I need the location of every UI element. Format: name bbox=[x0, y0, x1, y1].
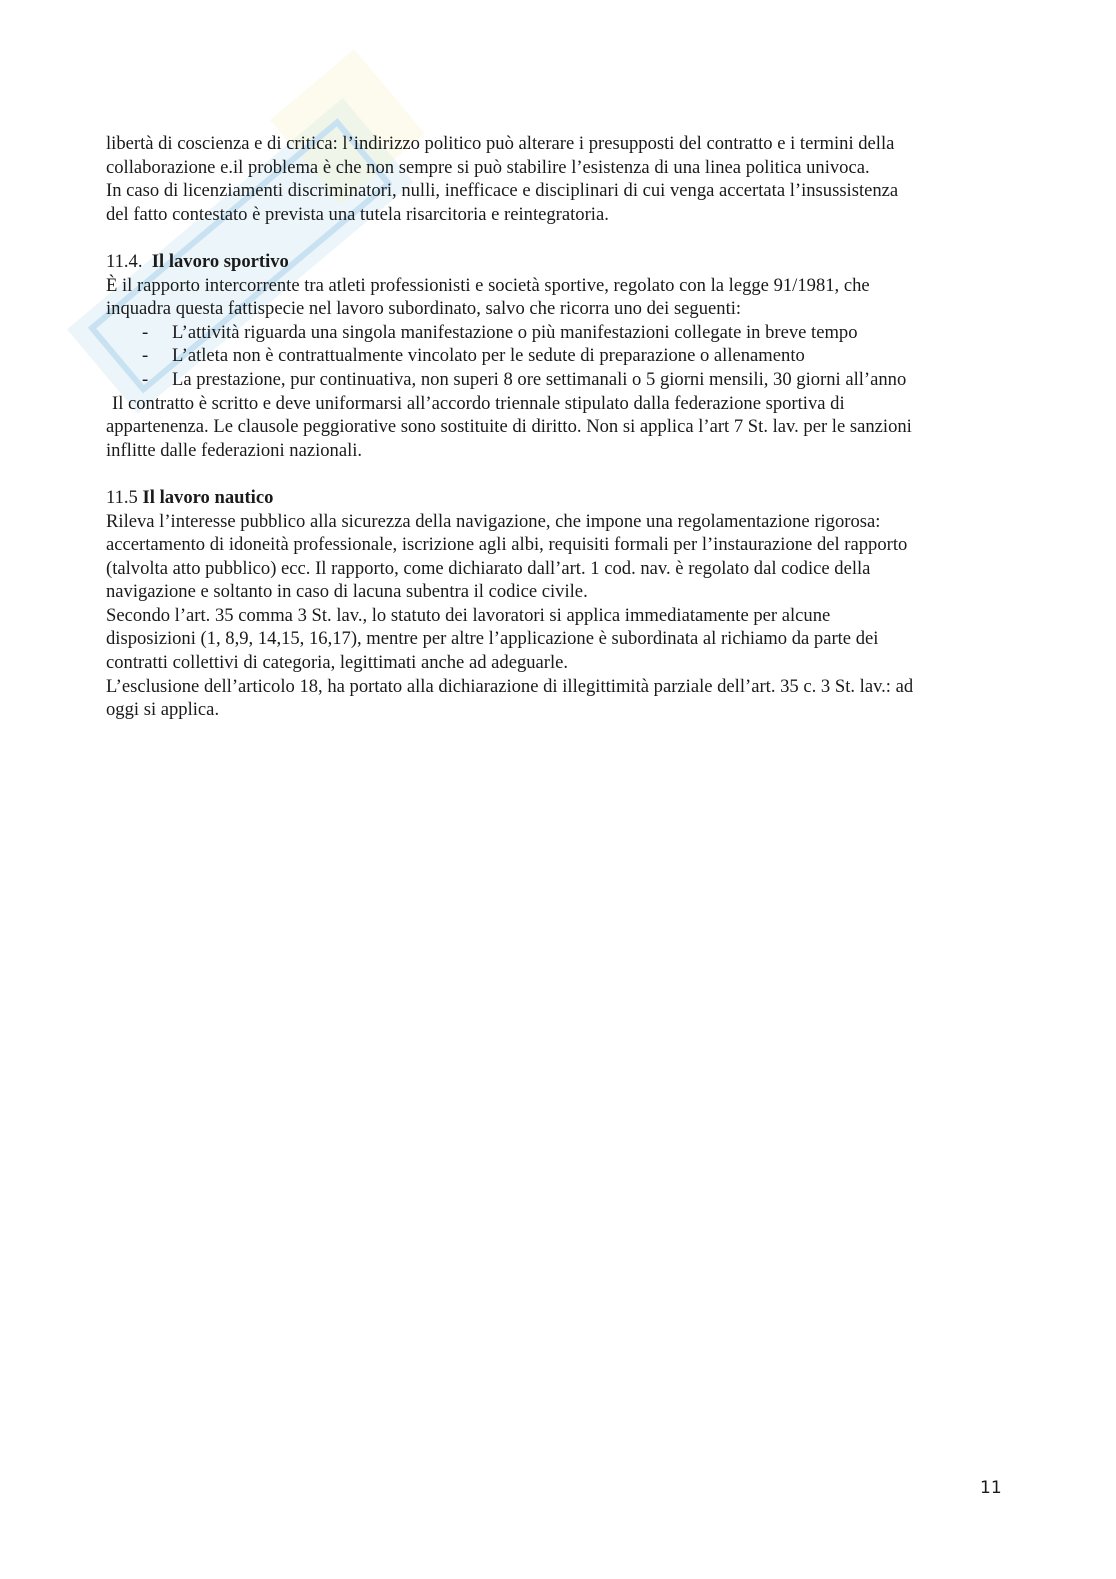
text-line: L’esclusione dell’articolo 18, ha portato alla dichiarazione di illegittimità parziale dell’art. 35 c. 3 St. lav.: ad bbox=[106, 675, 914, 697]
section-title: Il lavoro sportivo bbox=[151, 250, 289, 272]
text-line: In caso di licenziamenti discriminatori, nulli, inefficace e disciplinari di cui venga accertata l’insussistenza bbox=[106, 180, 899, 202]
list-item bbox=[106, 321, 1006, 345]
section-number: 11.4. bbox=[106, 250, 143, 272]
page-number: 11 bbox=[980, 1478, 1002, 1498]
list-item-text: La prestazione, pur continuativa, non superi 8 ore settimanali o 5 giorni mensili, 30 giorni all’anno bbox=[172, 368, 907, 390]
text-line: del fatto contestato è prevista una tutela risarcitoria e reintegratoria. bbox=[106, 203, 609, 225]
text-line: navigazione e soltanto in caso di lacuna subentra il codice civile. bbox=[106, 581, 588, 603]
requirements-list bbox=[106, 321, 1006, 392]
section-number: 11.5 bbox=[106, 486, 138, 508]
text-line: Il contratto è scritto e deve uniformarsi all’accordo triennale stipulato dalla federazione sportiva di bbox=[112, 392, 845, 414]
list-item-text: L’atleta non è contrattualmente vincolato per le sedute di preparazione o allenamento bbox=[172, 345, 805, 367]
text-line: Secondo l’art. 35 comma 3 St. lav., lo statuto dei lavoratori si applica immediatamente per alcune bbox=[106, 604, 831, 626]
text-line: disposizioni (1, 8,9, 14,15, 16,17), mentre per altre l’applicazione è subordinata al richiamo da parte dei bbox=[106, 628, 879, 650]
list-item-text: L’attività riguarda una singola manifestazione o più manifestazioni collegate in breve tempo bbox=[172, 321, 858, 343]
text-line: accertamento di idoneità professionale, iscrizione agli albi, requisiti formali per l’instaurazione del rapporto bbox=[106, 534, 908, 556]
list-bullet: - bbox=[142, 321, 149, 343]
section-spacer bbox=[106, 462, 1006, 486]
text-line: appartenenza. Le clausole peggiorative sono sostituite di diritto. Non si applica l’art 7 St. lav. per le sanzioni bbox=[106, 416, 912, 438]
document-body bbox=[106, 132, 1006, 722]
list-bullet: - bbox=[142, 368, 149, 390]
text-line: inquadra questa fattispecie nel lavoro subordinato, salvo che ricorra uno dei seguenti: bbox=[106, 298, 742, 320]
text-line: oggi si applica. bbox=[106, 699, 220, 721]
text-line: libertà di coscienza e di critica: l’indirizzo politico può alterare i presupposti del contratto e i termini della bbox=[106, 133, 895, 154]
list-item bbox=[106, 368, 1006, 392]
text-line: inflitte dalle federazioni nazionali. bbox=[106, 439, 363, 461]
text-line: collaborazione e.il problema è che non sempre si può stabilire l’esistenza di una linea politica univoca. bbox=[106, 156, 870, 178]
section-heading-nautico bbox=[106, 486, 1006, 510]
section-heading-sport bbox=[106, 250, 1006, 274]
text-line: contratti collettivi di categoria, legittimati anche ad adeguarle. bbox=[106, 652, 569, 674]
text-line: (talvolta atto pubblico) ecc. Il rapporto, come dichiarato dall’art. 1 cod. nav. è regolato dal codice della bbox=[106, 557, 871, 579]
text-line: È il rapporto intercorrente tra atleti professionisti e società sportive, regolato con la legge 91/1981, che bbox=[106, 274, 870, 296]
section-title: Il lavoro nautico bbox=[142, 486, 274, 508]
list-bullet: - bbox=[142, 345, 149, 367]
section-spacer bbox=[106, 226, 1006, 250]
list-item bbox=[106, 344, 1006, 368]
text-line: Rileva l’interesse pubblico alla sicurezza della navigazione, che impone una regolamentazione rigorosa: bbox=[106, 510, 881, 532]
